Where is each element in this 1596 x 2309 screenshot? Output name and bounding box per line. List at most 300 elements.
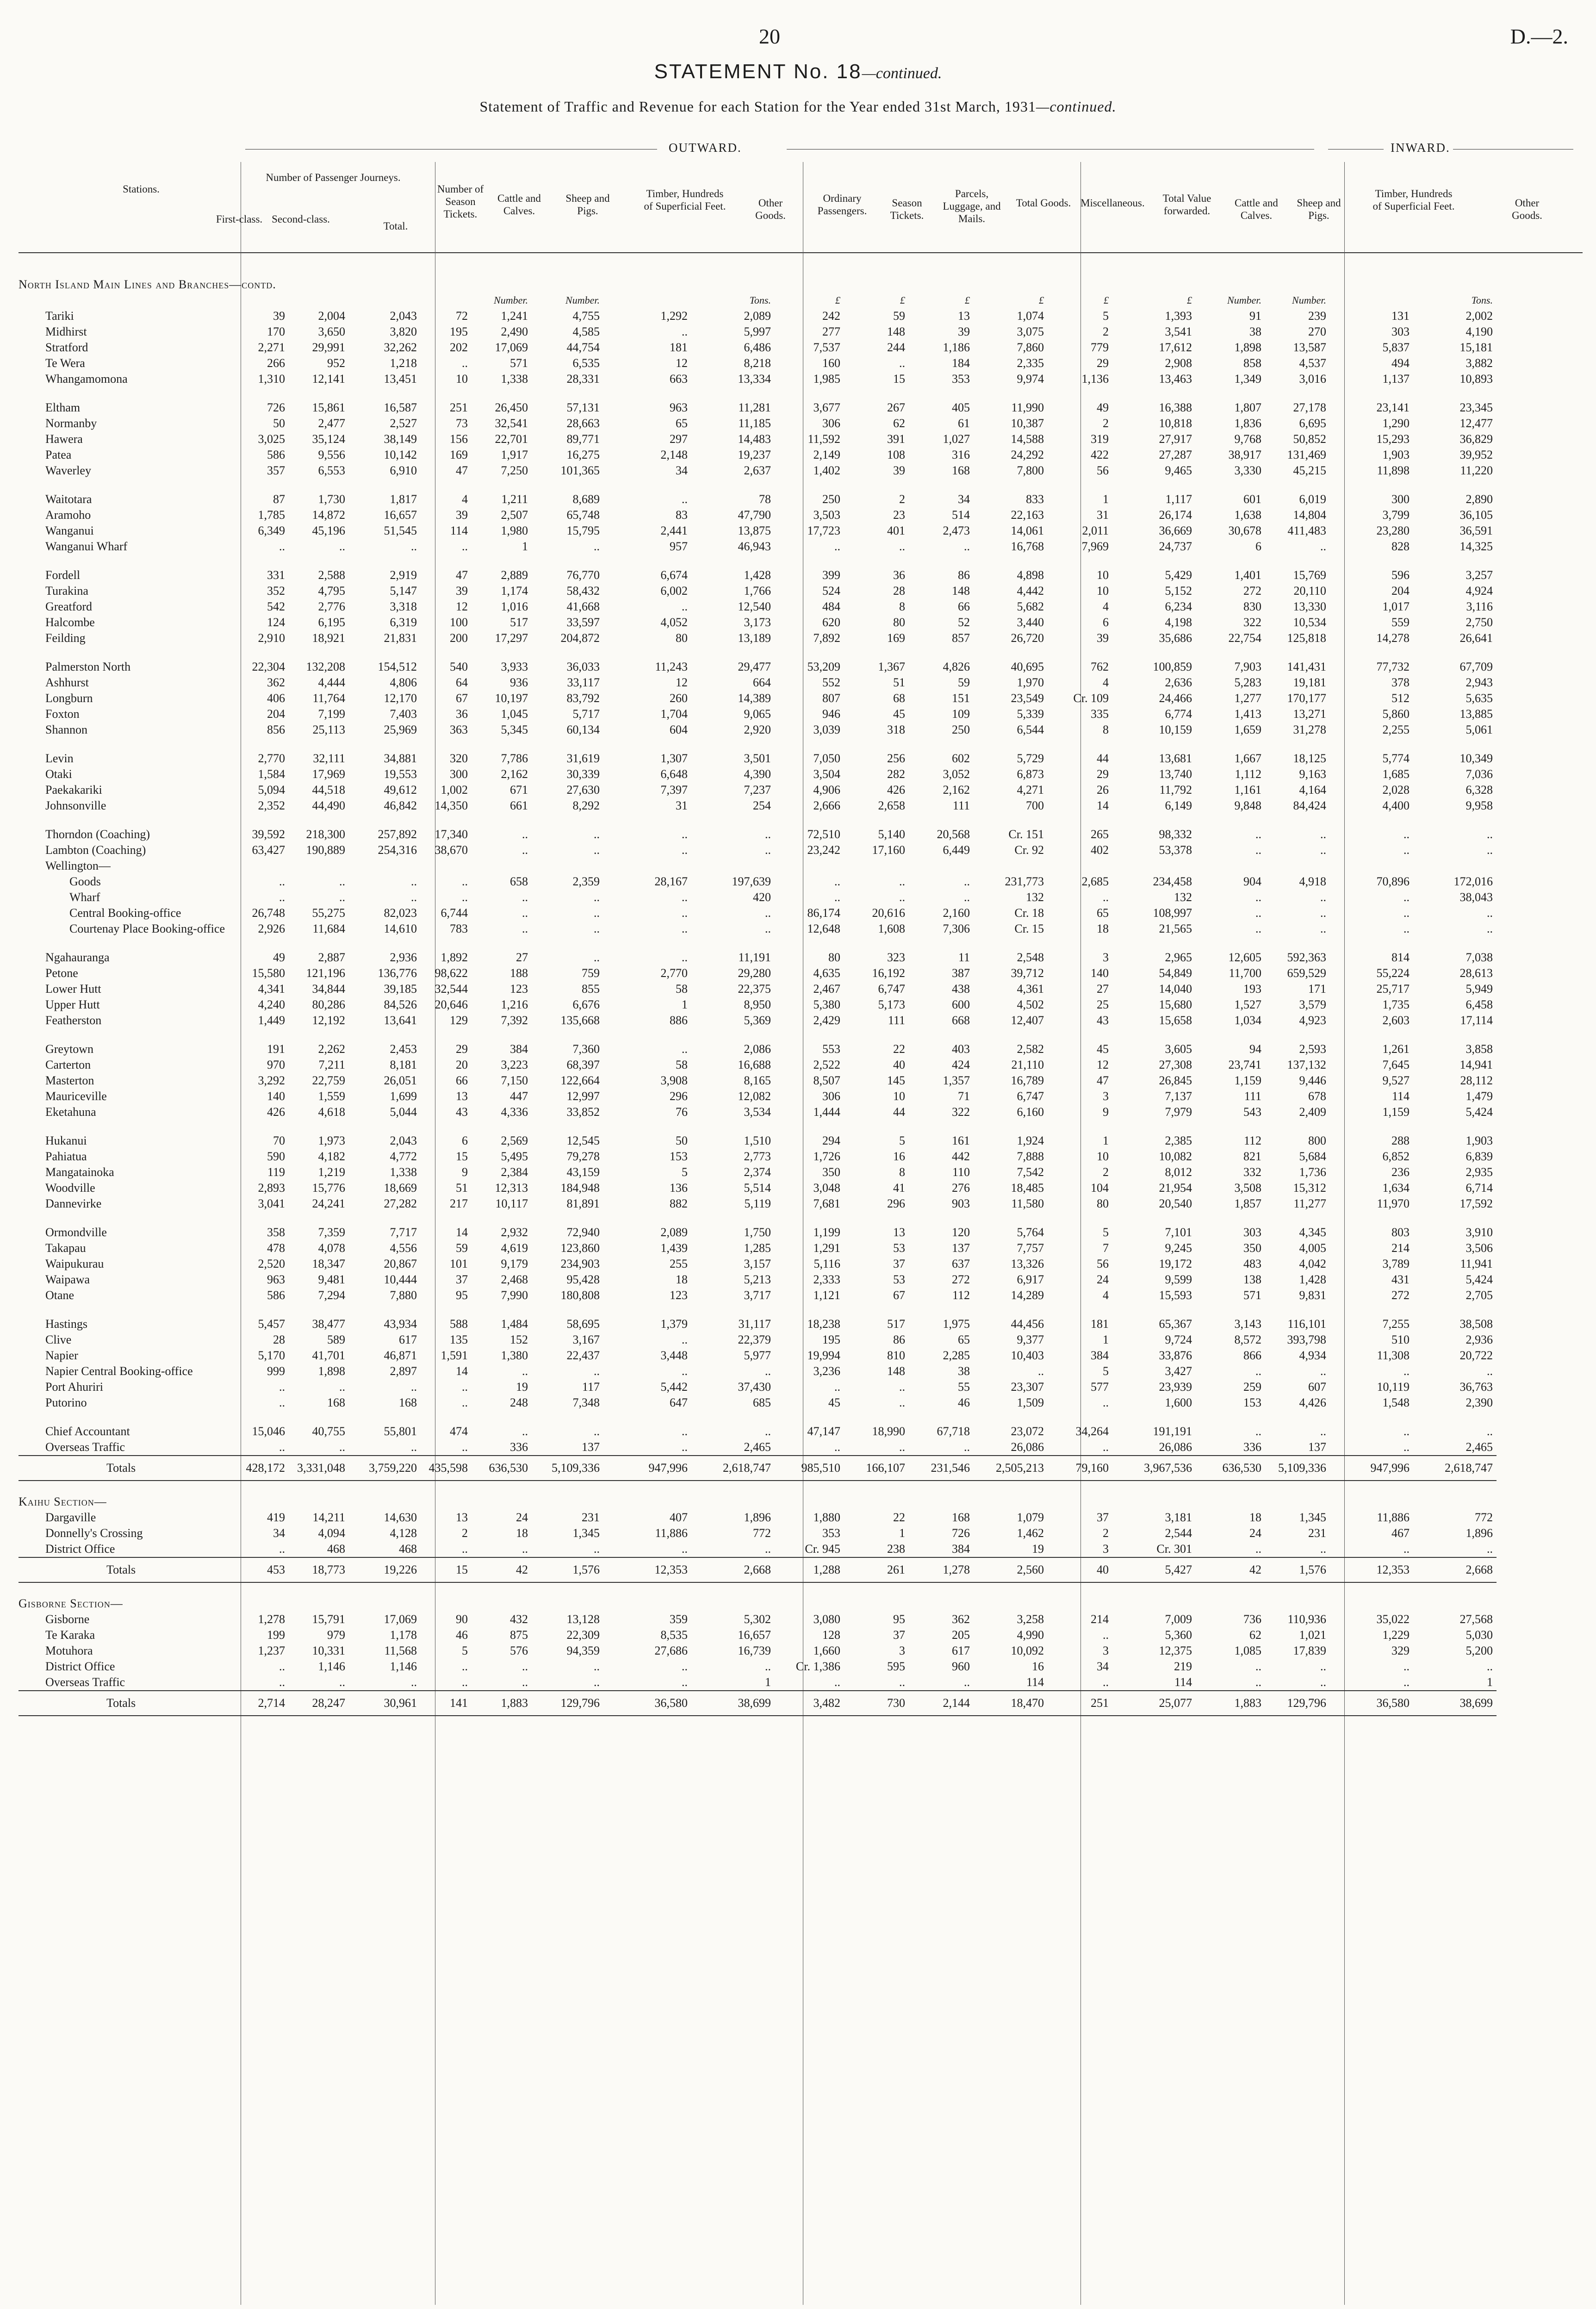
value-cell: 51 bbox=[893, 676, 905, 689]
value-cell: 94,359 bbox=[566, 1644, 600, 1657]
value-cell: 79,278 bbox=[566, 1150, 600, 1163]
station-name: Ngahauranga bbox=[45, 951, 110, 964]
value-cell: 595 bbox=[887, 1660, 905, 1673]
value-cell: 7,800 bbox=[1017, 464, 1044, 477]
value-cell: 391 bbox=[887, 432, 905, 446]
value-cell: 6,917 bbox=[1017, 1273, 1044, 1286]
value-cell: 4,755 bbox=[572, 309, 600, 323]
value-cell: 5,200 bbox=[1466, 1644, 1493, 1657]
value-cell: 23,345 bbox=[1459, 401, 1493, 414]
value-cell: 137 bbox=[1308, 1440, 1326, 1454]
value-cell: 10,331 bbox=[312, 1644, 345, 1657]
value-cell: 65 bbox=[1096, 906, 1109, 920]
value-cell: 7,255 bbox=[1382, 1317, 1410, 1331]
value-cell: 148 bbox=[887, 1364, 905, 1378]
value-cell: 12,353 bbox=[1330, 1557, 1413, 1582]
value-cell: 29 bbox=[455, 1042, 468, 1056]
value-cell: 27,282 bbox=[384, 1197, 417, 1210]
value-cell: 250 bbox=[822, 492, 840, 506]
value-cell: 1,444 bbox=[813, 1105, 840, 1119]
value-cell: 387 bbox=[951, 966, 970, 980]
value-cell: 1,600 bbox=[1165, 1396, 1192, 1409]
value-cell: 44,754 bbox=[566, 341, 600, 354]
value-cell: 13 bbox=[893, 1226, 905, 1239]
value-cell: 12,540 bbox=[738, 600, 771, 613]
value-cell: 336 bbox=[1243, 1440, 1261, 1454]
value-cell: 1,159 bbox=[1382, 1105, 1410, 1119]
value-cell: 2,618,747 bbox=[1413, 1456, 1497, 1481]
value-cell: 5,424 bbox=[1466, 1105, 1493, 1119]
value-cell: 2,162 bbox=[943, 783, 970, 797]
value-cell: 111 bbox=[888, 1014, 905, 1027]
station-name: Midhirst bbox=[45, 325, 87, 338]
value-cell: 21,831 bbox=[384, 631, 417, 645]
value-cell: 43 bbox=[455, 1105, 468, 1119]
value-cell: 46 bbox=[957, 1396, 970, 1409]
value-cell: 858 bbox=[1243, 356, 1261, 370]
value-cell: 259 bbox=[1243, 1380, 1261, 1394]
station-name: Takapau bbox=[45, 1241, 86, 1255]
value-cell: 51,545 bbox=[384, 524, 417, 537]
row-spacer bbox=[19, 1303, 1497, 1316]
value-cell: 24,292 bbox=[1011, 448, 1044, 461]
value-cell: 270 bbox=[1308, 325, 1326, 338]
value-cell: 2,384 bbox=[501, 1165, 528, 1179]
value-cell: 34 bbox=[957, 492, 970, 506]
value-cell: 336 bbox=[509, 1440, 528, 1454]
value-cell: 4,345 bbox=[1299, 1226, 1326, 1239]
value-cell: .. bbox=[339, 540, 345, 553]
value-cell: 3,025 bbox=[258, 432, 285, 446]
value-cell: 37 bbox=[455, 1273, 468, 1286]
value-cell: 936 bbox=[509, 676, 528, 689]
value-cell: .. bbox=[963, 890, 970, 904]
value-cell: 204 bbox=[1391, 584, 1410, 597]
value-cell: 39 bbox=[1096, 631, 1109, 645]
value-cell: 947,996 bbox=[1330, 1456, 1413, 1481]
value-cell: 11,764 bbox=[312, 691, 345, 705]
value-cell: 188 bbox=[509, 966, 528, 980]
section-heading-row bbox=[19, 277, 1497, 293]
value-cell: .. bbox=[1255, 1425, 1261, 1438]
value-cell: .. bbox=[593, 1542, 600, 1556]
value-cell: 12,141 bbox=[312, 372, 345, 386]
value-cell: .. bbox=[1320, 890, 1326, 904]
value-cell: 132,208 bbox=[306, 660, 345, 673]
value-cell: 10,818 bbox=[1159, 417, 1192, 430]
value-cell: 67,709 bbox=[1459, 660, 1493, 673]
value-cell: 27 bbox=[515, 951, 528, 964]
row-spacer bbox=[19, 1582, 1497, 1596]
value-cell: 3,041 bbox=[258, 1197, 285, 1210]
value-cell: 18,238 bbox=[807, 1317, 840, 1331]
value-cell: 108 bbox=[887, 448, 905, 461]
value-cell: 11,941 bbox=[1460, 1257, 1493, 1270]
value-cell: 12,407 bbox=[1011, 1014, 1044, 1027]
value-cell: 36,580 bbox=[1330, 1691, 1413, 1716]
value-cell: 2 bbox=[461, 1526, 468, 1540]
value-cell: 11,243 bbox=[655, 660, 688, 673]
value-cell: 19,172 bbox=[1159, 1257, 1192, 1270]
unit-label bbox=[349, 293, 421, 308]
value-cell: 857 bbox=[951, 631, 970, 645]
value-cell: 3,167 bbox=[572, 1333, 600, 1346]
totals-row bbox=[19, 1456, 1497, 1481]
unit-label bbox=[229, 293, 289, 308]
value-cell: 1,970 bbox=[1017, 676, 1044, 689]
value-cell: .. bbox=[593, 906, 600, 920]
value-cell: .. bbox=[522, 922, 528, 935]
value-cell: .. bbox=[834, 890, 840, 904]
value-cell: .. bbox=[410, 890, 417, 904]
value-cell: 79,160 bbox=[1048, 1456, 1112, 1481]
value-cell: 36,669 bbox=[1159, 524, 1192, 537]
value-cell: 14,630 bbox=[384, 1511, 417, 1524]
value-cell: 438 bbox=[951, 982, 970, 996]
value-cell: 13,875 bbox=[738, 524, 771, 537]
value-cell: 2,560 bbox=[974, 1557, 1048, 1582]
value-cell: 1,428 bbox=[744, 568, 771, 582]
value-cell: 1,807 bbox=[1234, 401, 1261, 414]
value-cell: 66 bbox=[455, 1074, 468, 1087]
value-cell: 276 bbox=[951, 1181, 970, 1195]
value-cell: 2,658 bbox=[878, 799, 905, 812]
value-cell: .. bbox=[593, 1675, 600, 1689]
value-cell: .. bbox=[681, 828, 688, 841]
value-cell: 119 bbox=[267, 1165, 285, 1179]
value-cell: 3,448 bbox=[660, 1349, 688, 1362]
value-cell: 18,485 bbox=[1011, 1181, 1044, 1195]
value-cell: 71 bbox=[957, 1089, 970, 1103]
value-cell: 191 bbox=[267, 1042, 285, 1056]
value-cell: 512 bbox=[1391, 691, 1410, 705]
value-cell: 2,149 bbox=[813, 448, 840, 461]
value-cell: 7,009 bbox=[1165, 1612, 1192, 1626]
value-cell: 886 bbox=[669, 1014, 688, 1027]
value-cell: 5,997 bbox=[744, 325, 771, 338]
station-row bbox=[19, 431, 1497, 447]
value-cell: .. bbox=[339, 890, 345, 904]
station-name: Waverley bbox=[45, 464, 91, 477]
value-cell: .. bbox=[279, 875, 285, 888]
value-cell: 3,075 bbox=[1017, 325, 1044, 338]
value-cell: 358 bbox=[267, 1226, 285, 1239]
value-cell: 4,094 bbox=[318, 1526, 345, 1540]
value-cell: 14,804 bbox=[1293, 508, 1326, 522]
value-cell: .. bbox=[764, 1660, 771, 1673]
value-cell: 1 bbox=[899, 1526, 905, 1540]
value-cell: 90 bbox=[455, 1612, 468, 1626]
station-name: Foxton bbox=[45, 707, 80, 721]
value-cell: 272 bbox=[1243, 584, 1261, 597]
value-cell: 266 bbox=[267, 356, 285, 370]
station-name: Donnelly's Crossing bbox=[45, 1526, 143, 1540]
value-cell: 50 bbox=[273, 417, 285, 430]
value-cell: 510 bbox=[1391, 1333, 1410, 1346]
value-cell: 9,831 bbox=[1299, 1288, 1326, 1302]
value-cell: 7,537 bbox=[813, 341, 840, 354]
value-cell: 5,109,336 bbox=[1265, 1456, 1330, 1481]
value-cell: 55 bbox=[957, 1380, 970, 1394]
value-cell: 13,885 bbox=[1459, 707, 1493, 721]
station-name: Ormondville bbox=[45, 1226, 107, 1239]
value-cell: 540 bbox=[449, 660, 468, 673]
value-cell: 3,759,220 bbox=[349, 1456, 421, 1481]
value-cell: 5,140 bbox=[878, 828, 905, 841]
value-cell: 100 bbox=[449, 616, 468, 629]
value-cell: 821 bbox=[1243, 1150, 1261, 1163]
value-cell: 256 bbox=[887, 752, 905, 765]
station-row bbox=[19, 691, 1497, 706]
value-cell: 830 bbox=[1243, 600, 1261, 613]
value-cell: 6,676 bbox=[572, 998, 600, 1011]
value-cell: 132 bbox=[1025, 890, 1044, 904]
value-cell: 3,173 bbox=[744, 616, 771, 629]
value-cell: 41,668 bbox=[566, 600, 600, 613]
value-cell: 6,234 bbox=[1165, 600, 1192, 613]
value-cell: 800 bbox=[1308, 1134, 1326, 1147]
value-cell: 9,768 bbox=[1234, 432, 1261, 446]
value-cell: 1,219 bbox=[318, 1165, 345, 1179]
unit-label: £ bbox=[964, 294, 970, 306]
value-cell: .. bbox=[963, 1440, 970, 1454]
station-row bbox=[19, 630, 1497, 646]
value-cell: 254,316 bbox=[378, 843, 417, 857]
value-cell: 15,776 bbox=[312, 1181, 345, 1195]
station-name: Port Ahuriri bbox=[45, 1380, 103, 1394]
value-cell: 2,889 bbox=[501, 568, 528, 582]
value-cell: 7,359 bbox=[318, 1226, 345, 1239]
value-cell: 38,149 bbox=[384, 432, 417, 446]
value-cell: 478 bbox=[267, 1241, 285, 1255]
value-cell: 1,288 bbox=[775, 1557, 844, 1582]
value-cell: 1,136 bbox=[1081, 372, 1109, 386]
value-cell: 168 bbox=[951, 1511, 970, 1524]
value-cell: 5 bbox=[461, 1644, 468, 1657]
value-cell: 7,237 bbox=[744, 783, 771, 797]
value-cell: 1,338 bbox=[390, 1165, 417, 1179]
value-cell: .. bbox=[1403, 1660, 1410, 1673]
value-cell: 31 bbox=[1096, 508, 1109, 522]
header-other-goods-in: Other Goods. bbox=[1512, 197, 1542, 221]
value-cell: 141 bbox=[421, 1691, 472, 1716]
value-cell: 39 bbox=[455, 508, 468, 522]
value-cell: 45 bbox=[893, 707, 905, 721]
value-cell: 620 bbox=[822, 616, 840, 629]
value-cell: 32,262 bbox=[384, 341, 417, 354]
value-cell: 4,619 bbox=[501, 1241, 528, 1255]
value-cell: 26,720 bbox=[1011, 631, 1044, 645]
station-row bbox=[19, 1013, 1497, 1028]
value-cell: 11,281 bbox=[738, 401, 771, 414]
value-cell: 2,582 bbox=[1017, 1042, 1044, 1056]
value-cell: 903 bbox=[951, 1197, 970, 1210]
value-cell: 3,258 bbox=[1017, 1612, 1044, 1626]
value-cell: 24 bbox=[515, 1511, 528, 1524]
value-cell: 47,147 bbox=[807, 1425, 840, 1438]
value-cell: 34 bbox=[273, 1526, 285, 1540]
value-cell: 36 bbox=[455, 707, 468, 721]
value-cell: 1,085 bbox=[1234, 1644, 1261, 1657]
value-cell: 44,518 bbox=[312, 783, 345, 797]
value-cell: 95 bbox=[893, 1612, 905, 1626]
value-cell: 1,117 bbox=[1165, 492, 1192, 506]
value-cell: 4,924 bbox=[1466, 584, 1493, 597]
value-cell: 362 bbox=[267, 676, 285, 689]
value-cell: 7,717 bbox=[390, 1226, 417, 1239]
station-name: Greytown bbox=[45, 1042, 93, 1056]
value-cell: 617 bbox=[951, 1644, 970, 1657]
value-cell: 22 bbox=[893, 1511, 905, 1524]
station-name: Wanganui bbox=[45, 524, 94, 537]
value-cell: 110,936 bbox=[1287, 1612, 1326, 1626]
station-name: Normanby bbox=[45, 417, 97, 430]
value-cell: 15,769 bbox=[1293, 568, 1326, 582]
value-cell: 407 bbox=[669, 1511, 688, 1524]
value-cell: 5,170 bbox=[258, 1349, 285, 1362]
value-cell: 1,174 bbox=[501, 584, 528, 597]
value-cell: 191,191 bbox=[1153, 1425, 1192, 1438]
value-cell: 828 bbox=[1391, 540, 1410, 553]
value-cell: 442 bbox=[951, 1150, 970, 1163]
header-ordinary-passengers: Ordinary Passengers. bbox=[817, 193, 867, 217]
value-cell: 30,339 bbox=[566, 767, 600, 781]
station-name: Upper Hutt bbox=[45, 998, 100, 1011]
value-cell: 12,997 bbox=[566, 1089, 600, 1103]
station-row bbox=[19, 1541, 1497, 1557]
value-cell: 1,660 bbox=[813, 1644, 840, 1657]
value-cell: 6 bbox=[1255, 540, 1261, 553]
value-cell: 4,923 bbox=[1299, 1014, 1326, 1027]
statement-subtitle bbox=[0, 98, 1596, 115]
value-cell: 67 bbox=[893, 1288, 905, 1302]
value-cell: .. bbox=[764, 906, 771, 920]
value-cell: 663 bbox=[669, 372, 688, 386]
value-cell: 1,178 bbox=[390, 1628, 417, 1642]
value-cell: 16 bbox=[893, 1150, 905, 1163]
value-cell: .. bbox=[1320, 843, 1326, 857]
value-cell: 592,363 bbox=[1287, 951, 1326, 964]
value-cell: 13,330 bbox=[1293, 600, 1326, 613]
value-cell: 9 bbox=[1102, 1105, 1109, 1119]
value-cell: 1,917 bbox=[501, 448, 528, 461]
value-cell: 2,465 bbox=[1466, 1440, 1493, 1454]
value-cell: 27 bbox=[1096, 982, 1109, 996]
value-cell: 36,591 bbox=[1459, 524, 1493, 537]
value-cell: 137 bbox=[581, 1440, 600, 1454]
subtitle-continued: —continued. bbox=[1036, 98, 1117, 115]
value-cell: 6,910 bbox=[390, 464, 417, 477]
station-name: Ashhurst bbox=[45, 676, 89, 689]
value-cell: 1,216 bbox=[501, 998, 528, 1011]
unit-label: Number. bbox=[494, 294, 528, 306]
spacer-cell bbox=[19, 738, 1497, 751]
value-cell: 42 bbox=[472, 1557, 532, 1582]
value-cell: .. bbox=[764, 922, 771, 935]
header-total-goods: Total Goods. bbox=[1016, 197, 1071, 209]
value-cell: 4,898 bbox=[1017, 568, 1044, 582]
value-cell: 34 bbox=[1096, 1660, 1109, 1673]
value-cell: Cr. 1,386 bbox=[795, 1660, 840, 1673]
value-cell: 431 bbox=[1391, 1273, 1410, 1286]
value-cell: 156 bbox=[449, 432, 468, 446]
value-cell: .. bbox=[681, 1660, 688, 1673]
station-name: Te Karaka bbox=[45, 1628, 95, 1642]
spacer-cell bbox=[19, 1303, 1497, 1316]
value-cell: 1,159 bbox=[1234, 1074, 1261, 1087]
station-row bbox=[19, 798, 1497, 814]
value-cell: 1,699 bbox=[390, 1089, 417, 1103]
value-cell: 39,712 bbox=[1011, 966, 1044, 980]
value-cell bbox=[775, 858, 844, 874]
value-cell: 195 bbox=[449, 325, 468, 338]
value-cell bbox=[1196, 858, 1265, 874]
value-cell: 5,635 bbox=[1466, 691, 1493, 705]
value-cell: 2,750 bbox=[1466, 616, 1493, 629]
unit-label: Number. bbox=[565, 294, 600, 306]
value-cell: 403 bbox=[951, 1042, 970, 1056]
station-row bbox=[19, 1395, 1497, 1411]
value-cell: 72,510 bbox=[807, 828, 840, 841]
value-cell: 2,666 bbox=[813, 799, 840, 812]
station-row bbox=[19, 706, 1497, 722]
value-cell: 2,507 bbox=[501, 508, 528, 522]
value-cell: 4,426 bbox=[1299, 1396, 1326, 1409]
station-row bbox=[19, 965, 1497, 981]
value-cell: 121,196 bbox=[306, 966, 345, 980]
value-cell: 123 bbox=[509, 982, 528, 996]
value-cell: 73 bbox=[455, 417, 468, 430]
value-cell: .. bbox=[681, 1333, 688, 1346]
value-cell: 8 bbox=[899, 600, 905, 613]
station-name: Gisborne bbox=[45, 1612, 90, 1626]
value-cell: 1,310 bbox=[258, 372, 285, 386]
value-cell: 807 bbox=[822, 691, 840, 705]
value-cell: 3,501 bbox=[744, 752, 771, 765]
value-cell: 810 bbox=[887, 1349, 905, 1362]
value-cell: .. bbox=[522, 1425, 528, 1438]
value-cell: 38,043 bbox=[1459, 890, 1493, 904]
value-cell: 2,335 bbox=[1017, 356, 1044, 370]
value-cell: 11,886 bbox=[1377, 1511, 1410, 1524]
value-cell: 1,021 bbox=[1299, 1628, 1326, 1642]
spacer-cell bbox=[19, 554, 1497, 567]
value-cell: 401 bbox=[887, 524, 905, 537]
value-cell: .. bbox=[410, 1675, 417, 1689]
station-name: Thorndon (Coaching) bbox=[45, 828, 150, 841]
value-cell: 135,668 bbox=[560, 1014, 600, 1027]
value-cell: 6,873 bbox=[1017, 767, 1044, 781]
value-cell: 56 bbox=[1096, 464, 1109, 477]
value-cell: 68,397 bbox=[566, 1058, 600, 1071]
value-cell: 65,367 bbox=[1159, 1317, 1192, 1331]
value-cell: .. bbox=[899, 356, 905, 370]
value-cell: 250 bbox=[951, 723, 970, 736]
value-cell: 1,290 bbox=[1382, 417, 1410, 430]
value-cell: 10,403 bbox=[1011, 1349, 1044, 1362]
station-name: Wellington— bbox=[45, 859, 111, 872]
spacer-cell bbox=[19, 646, 1497, 659]
value-cell: .. bbox=[1320, 540, 1326, 553]
value-cell: 18,470 bbox=[974, 1691, 1048, 1716]
value-cell: 168 bbox=[327, 1396, 345, 1409]
value-cell: 5,061 bbox=[1466, 723, 1493, 736]
station-row bbox=[19, 905, 1497, 921]
value-cell: 261 bbox=[844, 1557, 909, 1582]
section-heading: Kaihu Section— bbox=[19, 1495, 107, 1508]
value-cell: 8 bbox=[899, 1165, 905, 1179]
value-cell: 14,941 bbox=[1459, 1058, 1493, 1071]
